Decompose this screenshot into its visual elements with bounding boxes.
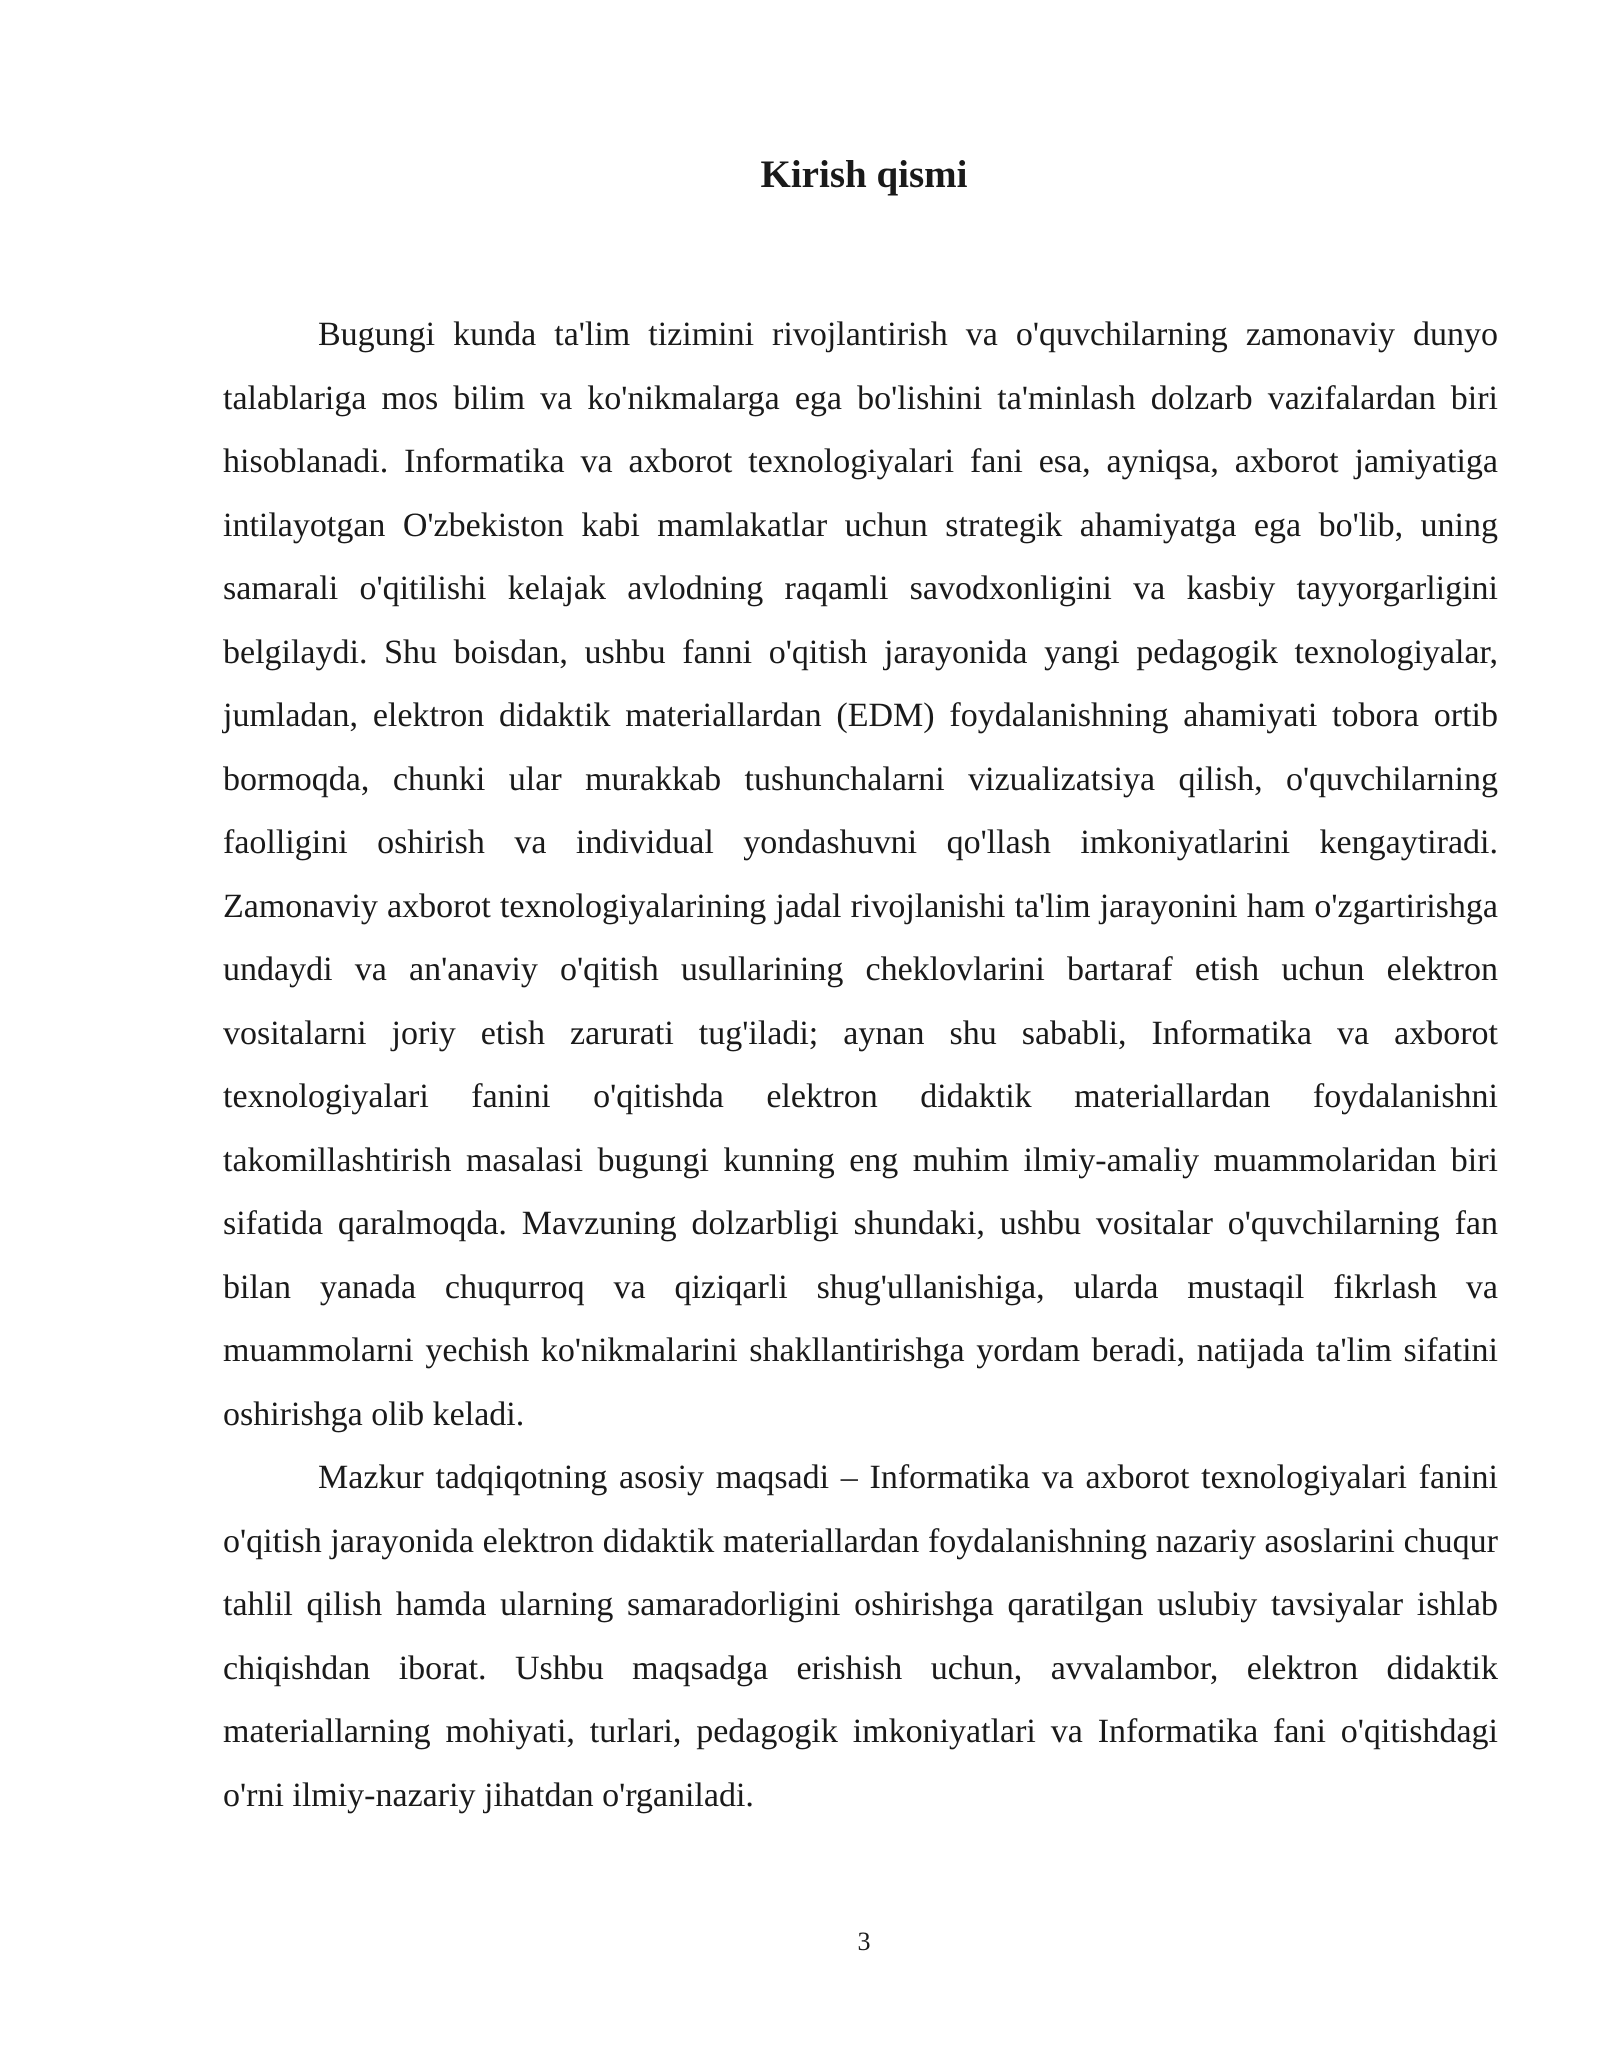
page-number: 3 (857, 1927, 871, 1956)
body-text (223, 303, 1498, 1827)
paragraph-2: Mazkur tadqiqotning asosiy maqsadi – Informatika va axborot texnologiyalari fanini o'qitish jarayonida elektron didaktik materiallardan foydalanishning nazariy asoslarini chuqur tahlil qilish hamda ularning samaradorligini oshirishga qaratilgan uslubiy tavsiyalar ishlab chiqishdan iborat. Ushbu maqsadga erishish uchun, avvalambor, elektron didaktik materiallarning mohiyati, turlari, pedagogik imkoniyatlari va Informatika fani o'qitishdagi o'rni ilmiy-nazariy jihatdan o'rganiladi. (223, 1459, 1498, 1814)
page-title: Kirish qismi (760, 153, 968, 196)
paragraph-1: Bugungi kunda ta'lim tizimini rivojlantirish va o'quvchilarning zamonaviy dunyo talablariga mos bilim va ko'nikmalarga ega bo'lishini ta'minlash dolzarb vazifalardan biri hisoblanadi. Informatika va axborot texnologiyalari fani esa, ayniqsa, axborot jamiyatiga intilayotgan O'zbekiston kabi mamlakatlar uchun strategik ahamiyatga ega bo'lib, uning samarali o'qitilishi kelajak avlodning raqamli savodxonligini va kasbiy tayyorgarligini belgilaydi. Shu boisdan, ushbu fanni o'qitish jarayonida yangi pedagogik texnologiyalar, jumladan, elektron didaktik materiallardan (EDM) foydalanishning ahamiyati tobora ortib bormoqda, chunki ular murakkab tushunchalarni vizualizatsiya qilish, o'quvchilarning faolligini oshirish va individual yondashuvni qo'llash imkoniyatlarini kengaytiradi. Zamonaviy axborot texnologiyalarining jadal rivojlanishi ta'lim jarayonini ham o'zgartirishga undaydi va an'anaviy o'qitish usullarining cheklovlarini bartaraf etish uchun elektron vositalarni joriy etish zarurati tug'iladi; aynan shu sababli, Informatika va axborot texnologiyalari fanini o'qitishda elektron didaktik materiallardan foydalanishni takomillashtirish masalasi bugungi kunning eng muhim ilmiy-amaliy muammolaridan biri sifatida qaralmoqda. Mavzuning dolzarbligi shundaki, ushbu vositalar o'quvchilarning fan bilan yanada chuqurroq va qiziqarli shug'ullanishiga, ularda mustaqil fikrlash va muammolarni yechish ko'nikmalarini shakllantirishga yordam beradi, natijada ta'lim sifatini oshirishga olib keladi. (223, 316, 1498, 1433)
